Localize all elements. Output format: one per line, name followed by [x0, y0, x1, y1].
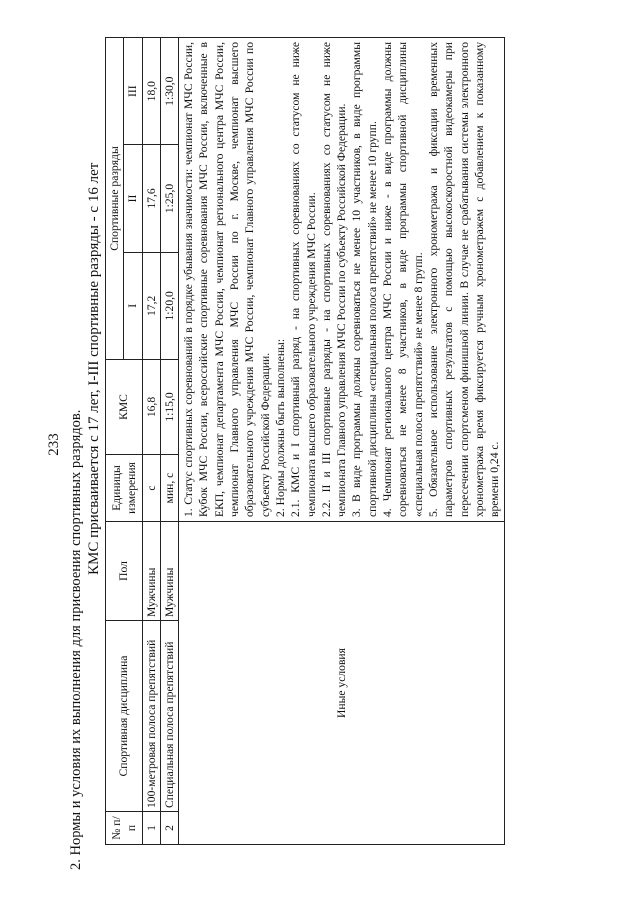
header-sex: Пол	[106, 522, 143, 621]
row-discipline: 100-метровая полоса препятствий	[142, 621, 160, 812]
header-units: Единицы измерения	[106, 455, 143, 522]
row-rank-i: 1:20,0	[160, 252, 178, 359]
row-units: мин, с	[160, 455, 178, 522]
row-sex: Мужчины	[142, 522, 160, 621]
row-rank-iii: 18,0	[142, 38, 160, 145]
other-conditions-text	[179, 38, 505, 522]
page-number: 233	[46, 433, 62, 456]
header-sport-ranks: Спортивные разряды	[106, 38, 124, 360]
row-discipline: Специальная полоса препятствий	[160, 621, 178, 812]
condition-item: 5. Обязательное использование электронного хронометража и фиксации временных параметров спортивных результатов с помощью высокоскоростной видеокамеры при пересечении спортсменом финишной линии. В случае не срабатывания системы электронного хронометража время фиксируется ручным хронометражем с добавлением к показанному времени 0,24 с.	[426, 42, 502, 517]
header-kms: КМС	[106, 360, 143, 455]
table-row	[160, 38, 178, 845]
other-conditions-label: Иные условия	[179, 522, 505, 845]
header-rank-i: I	[124, 252, 142, 359]
row-rank-iii: 1:30,0	[160, 38, 178, 145]
condition-item: 2.2. II и III спортивные разряды - на спортивных соревнованиях со статусом не ниже чемпионата Главного управления МЧС России по субъекту Российской Федерации.	[319, 42, 349, 517]
conditions-row	[179, 38, 505, 845]
header-rank-ii: II	[124, 145, 142, 252]
header-num: № п/п	[106, 812, 143, 845]
row-kms: 16,8	[142, 360, 160, 455]
table-row	[142, 38, 160, 845]
row-num: 1	[142, 812, 160, 845]
condition-item: 2. Нормы должны быть выполнены:	[273, 338, 287, 517]
row-rank-i: 17,2	[142, 252, 160, 359]
row-rank-ii: 17,6	[142, 145, 160, 252]
section-heading: 2. Нормы и условия их выполнения для присвоения спортивных разрядов.	[68, 409, 84, 870]
header-discipline: Спортивная дисциплина	[106, 621, 143, 812]
header-row	[106, 38, 124, 845]
condition-item: 4. Чемпионат регионального центра МЧС России и ниже - в виде программы должны соревноваться не менее 8 участников, в виде программы спортивной дисциплины «специальная полоса препятствий» не менее 8 групп.	[381, 42, 425, 517]
age-requirement-heading: КМС присваивается с 17 лет, I-III спортивные разряды - с 16 лет	[86, 162, 102, 575]
row-num: 2	[160, 812, 178, 845]
condition-item: 2.1. КМС и I спортивный разряд - на спортивных соревнованиях со статусом не ниже чемпионата высшего образовательного учреждения МЧС России.	[289, 42, 318, 517]
row-sex: Мужчины	[160, 522, 178, 621]
row-kms: 1:15,0	[160, 360, 178, 455]
header-rank-iii: III	[124, 38, 142, 145]
norms-table	[105, 37, 505, 845]
row-units: с	[142, 455, 160, 522]
condition-item: 3. В виде программы должны соревноваться не менее 10 участников, в виде программы спортивной дисциплины «специальная полоса препятствий» не менее 10 групп.	[350, 42, 379, 517]
row-rank-ii: 1:25,0	[160, 145, 178, 252]
condition-item: 1. Статус спортивных соревнований в порядке убывания значимости: чемпионат МЧС России, Кубок МЧС России, всероссийские спортивные соревнования МЧС России, включенные в ЕКП, чемпионат департамента МЧС России, чемпионат регионального центра МЧС России, чемпионат Главного управления МЧС России по г. Москве, чемпионат высшего образовательного учреждения МЧС России, чемпионат Главного управления МЧС России по субъекту Российской Федерации.	[182, 42, 272, 517]
